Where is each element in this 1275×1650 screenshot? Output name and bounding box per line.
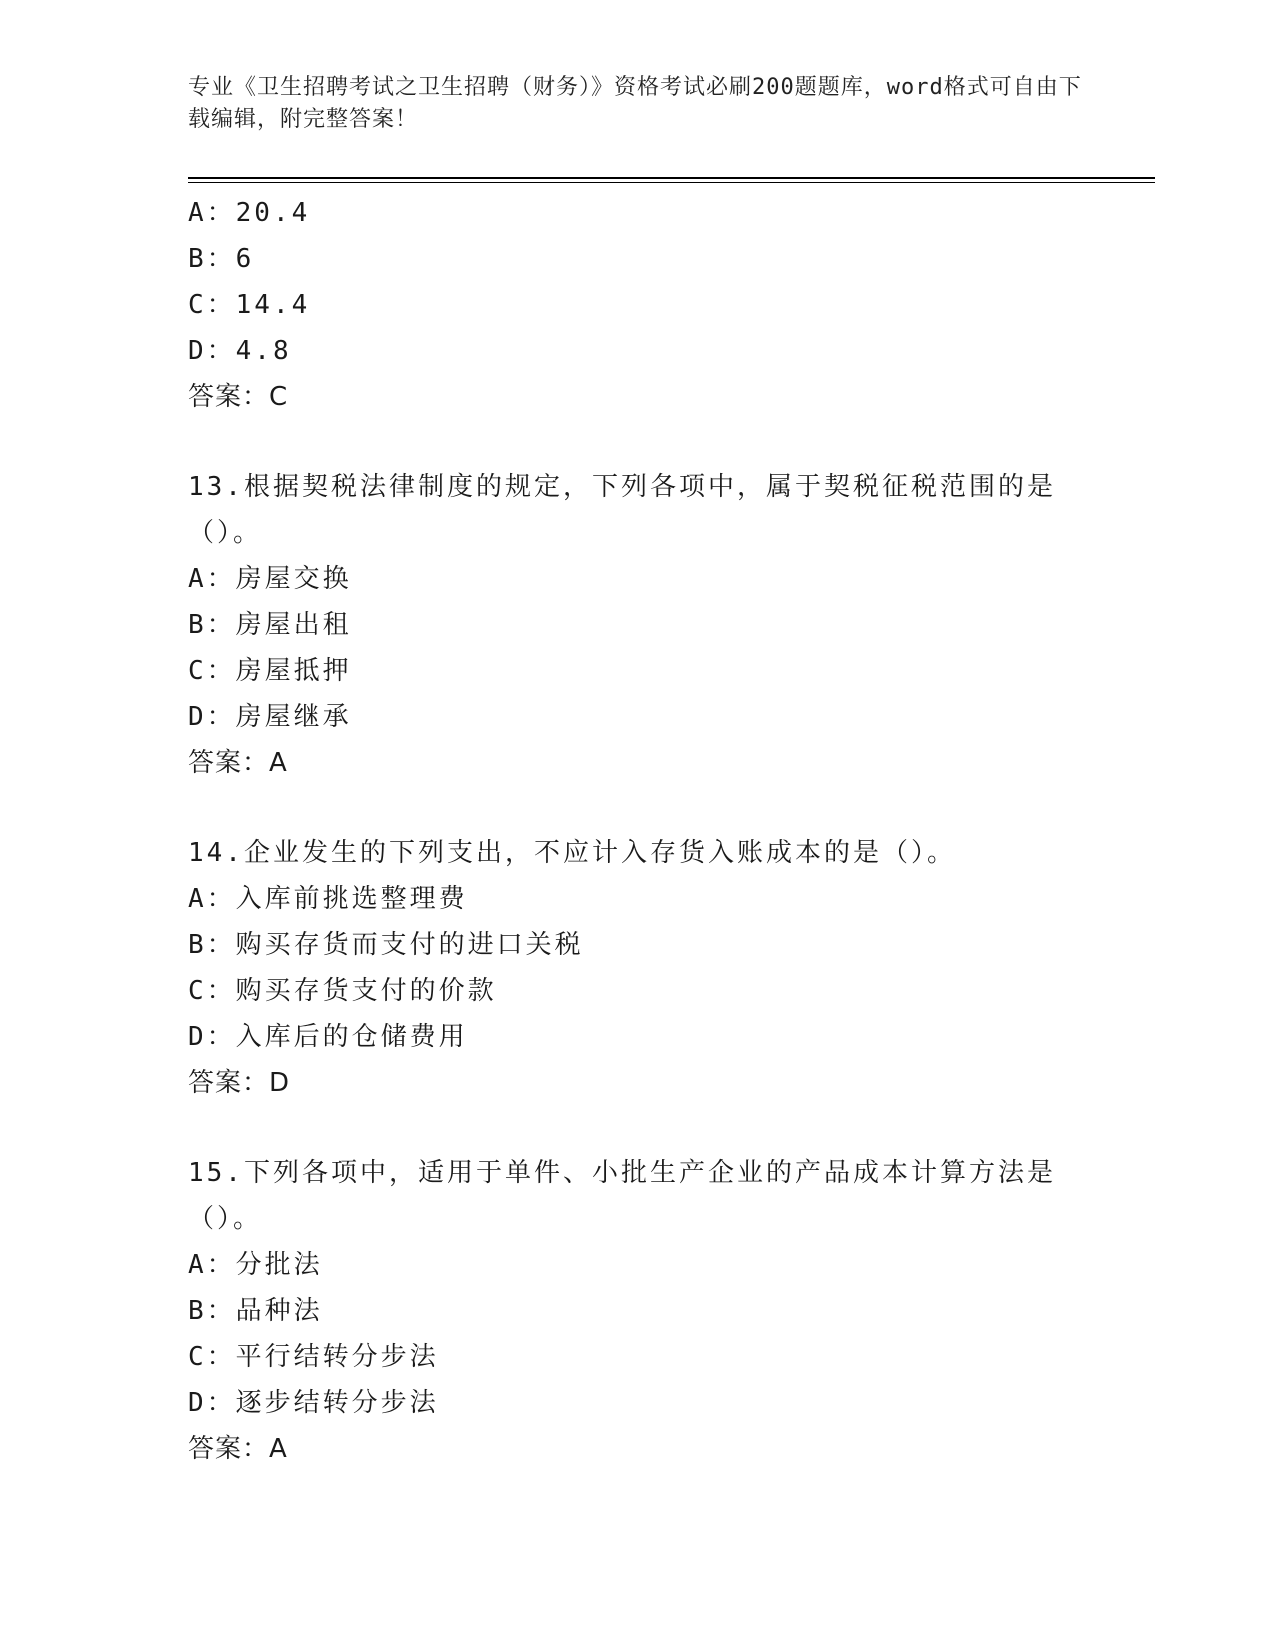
question-text: 14.企业发生的下列支出，不应计入存货入账成本的是（）。 (188, 838, 956, 868)
option-b: B：6 (188, 244, 255, 274)
spacer (188, 420, 1088, 464)
option-c: C：房屋抵押 (188, 656, 352, 686)
question-13-block (188, 464, 1088, 786)
question-text: 13.根据契税法律制度的规定，下列各项中，属于契税征税范围的是（）。 (188, 472, 1056, 548)
option-d: D：4.8 (188, 336, 292, 366)
option-a: A：房屋交换 (188, 564, 352, 594)
answer-line: 答案：A (188, 1434, 288, 1464)
option-d: D：入库后的仓储费用 (188, 1022, 468, 1052)
option-d: D：逐步结转分步法 (188, 1388, 439, 1418)
question-15-block (188, 1150, 1088, 1472)
option-c: C：平行结转分步法 (188, 1342, 439, 1372)
header-rule-thin (188, 182, 1155, 183)
question-14-block (188, 830, 1088, 1106)
answer-line: 答案：A (188, 748, 288, 778)
option-c: C：14.4 (188, 290, 311, 320)
header-rule-thick (188, 177, 1155, 179)
option-c: C：购买存货支付的价款 (188, 976, 497, 1006)
spacer (188, 786, 1088, 830)
option-a: A：入库前挑选整理费 (188, 884, 468, 914)
option-a: A：20.4 (188, 198, 311, 228)
option-b: B：房屋出租 (188, 610, 352, 640)
answer-line: 答案：C (188, 382, 289, 412)
option-b: B：品种法 (188, 1296, 323, 1326)
option-d: D：房屋继承 (188, 702, 352, 732)
option-a: A：分批法 (188, 1250, 323, 1280)
question-content (188, 190, 1088, 1472)
question-12-block (188, 190, 1088, 420)
spacer (188, 1106, 1088, 1150)
option-b: B：购买存货而支付的进口关税 (188, 930, 584, 960)
question-text: 15.下列各项中，适用于单件、小批生产企业的产品成本计算方法是（）。 (188, 1158, 1056, 1234)
document-header: 专业《卫生招聘考试之卫生招聘（财务）》资格考试必刷200题题库，word格式可自由下载编辑，附完整答案！ (188, 75, 1082, 132)
answer-line: 答案：D (188, 1068, 291, 1098)
